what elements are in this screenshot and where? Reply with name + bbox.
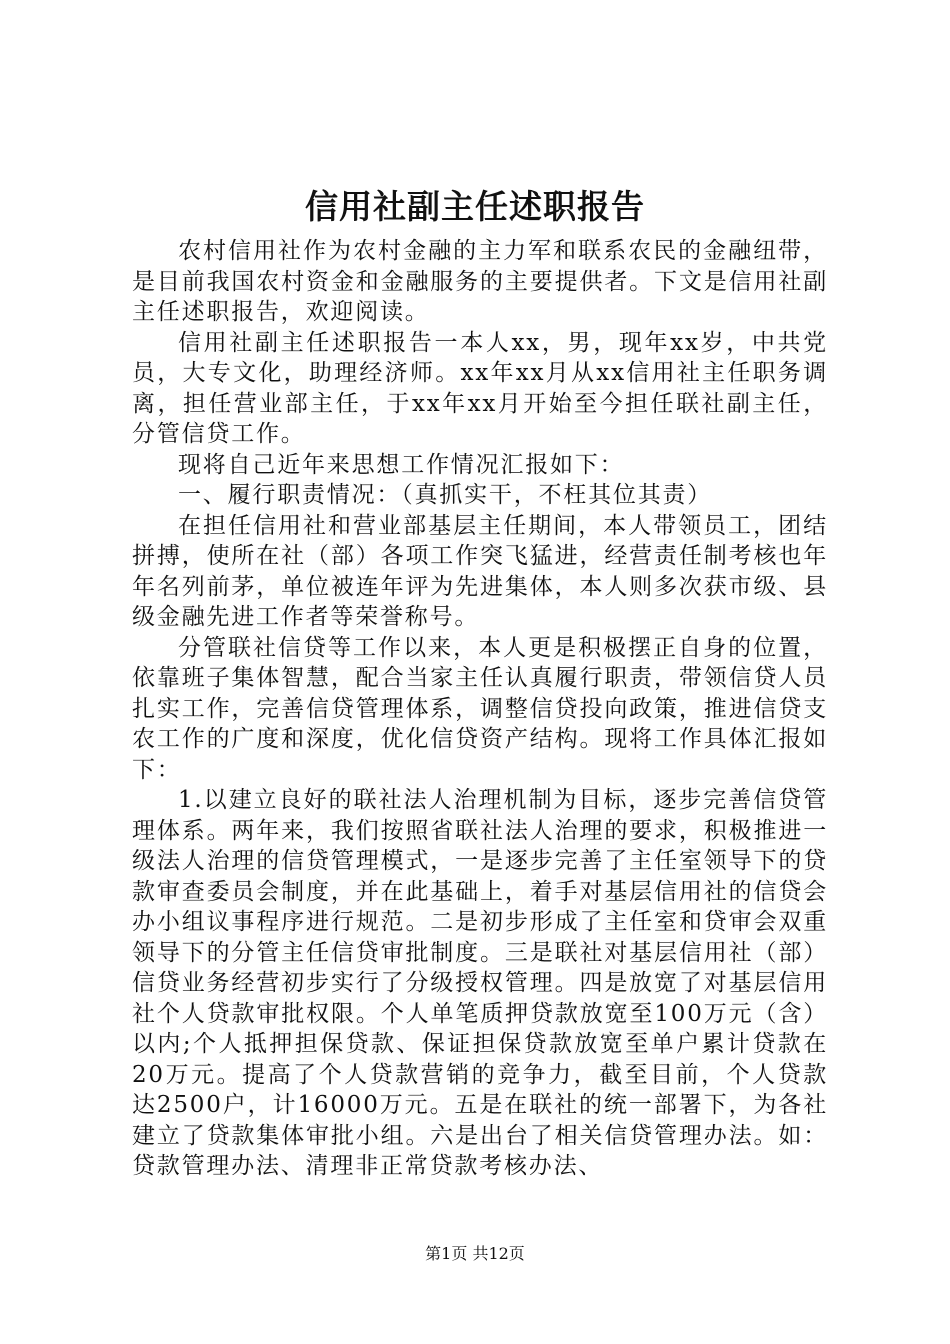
document-body bbox=[132, 236, 828, 1182]
section-heading: 一、履行职责情况：（真抓实干，不枉其位其责） bbox=[178, 482, 713, 508]
paragraph: 农村信用社作为农村金融的主力军和联系农民的金融纽带，是目前我国农村资金和金融服务的主要提供者。下文是信用社副主任述职报告，欢迎阅读。 bbox=[132, 238, 828, 325]
document-title: 信用社副主任述职报告 bbox=[305, 187, 645, 226]
paragraph: 信用社副主任述职报告一本人xx，男，现年xx岁，中共党员，大专文化，助理经济师。xx年xx月从xx信用社主任职务调离，担任营业部主任，于xx年xx月开始至今担任联社副主任，分管信贷工作。 bbox=[132, 329, 828, 447]
page-number-footer: 第1页 共12页 bbox=[425, 1244, 525, 1263]
paragraph: 1.以建立良好的联社法人治理机制为目标，逐步完善信贷管理体系。两年来，我们按照省联社法人治理的要求，积极推进一级法人治理的信贷管理模式，一是逐步完善了主任室领导下的贷款审查委员会制度，并在此基础上，着手对基层信用社的信贷会办小组议事程序进行规范。二是初步形成了主任室和贷审会双重领导下的分管主任信贷审批制度。三是联社对基层信用社（部）信贷业务经营初步实行了分级授权管理。四是放宽了对基层信用社个人贷款审批权限。个人单笔质押贷款放宽至100万元（含）以内;个人抵押担保贷款、保证担保贷款放宽至单户累计贷款在20万元。提高了个人贷款营销的竞争力，截至目前，个人贷款达2500户，计16000万元。五是在联社的统一部署下，为各社建立了贷款集体审批小组。六是出台了相关信贷管理办法。如：贷款管理办法、清理非正常贷款考核办法、 bbox=[132, 787, 828, 1179]
paragraph: 在担任信用社和营业部基层主任期间，本人带领员工，团结拼搏，使所在社（部）各项工作突飞猛进，经营责任制考核也年年名列前茅，单位被连年评为先进集体，本人则多次获市级、县级金融先进工作者等荣誉称号。 bbox=[132, 512, 828, 630]
paragraph: 现将自己近年来思想工作情况汇报如下： bbox=[178, 451, 625, 478]
paragraph: 分管联社信贷等工作以来，本人更是积极摆正自身的位置，依靠班子集体智慧，配合当家主任认真履行职责，带领信贷人员扎实工作，完善信贷管理体系，调整信贷投向政策，推进信贷支农工作的广度和深度，优化信贷资产结构。现将工作具体汇报如下： bbox=[132, 634, 828, 783]
